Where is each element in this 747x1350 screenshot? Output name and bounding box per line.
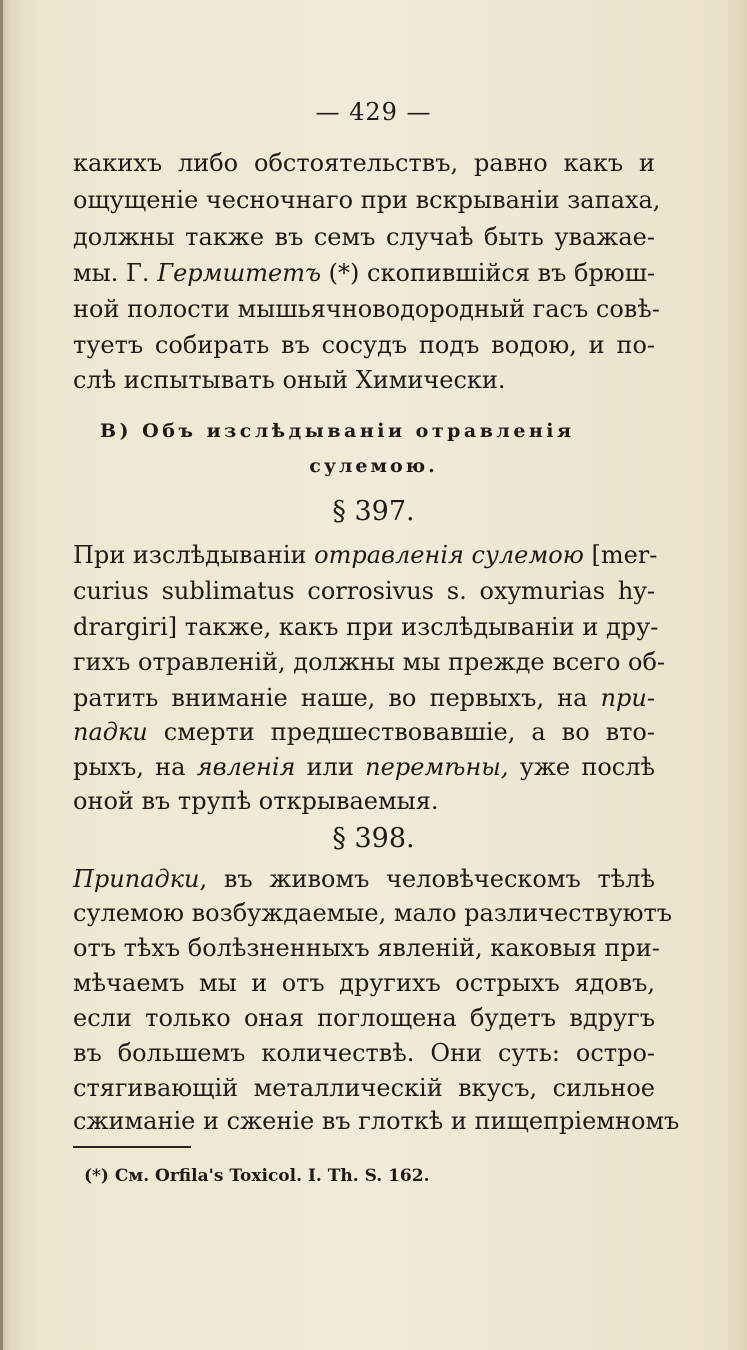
section-number-397: § 397. — [332, 496, 415, 527]
footnote-divider — [73, 1146, 191, 1148]
text-segment: [mer- — [591, 541, 658, 569]
text-line: туетъ собирать въ сосудъ подъ водою, и по- — [73, 331, 655, 359]
text-line: ощущеніе чесночнаго при вскрываніи запаха, — [73, 186, 661, 214]
text-line: отъ тѣхъ болѣзненныхъ явленій, каковыя при- — [73, 934, 660, 962]
text-line: если только оная поглощена будетъ вдругъ — [73, 1004, 655, 1032]
text-line: гихъ отравленій, должны мы прежде всего об- — [73, 648, 666, 676]
italic-term: явленія — [196, 753, 296, 781]
text-line — [73, 717, 655, 747]
text-line: ной полости мышьячноводородный гасъ совѣ- — [73, 295, 660, 323]
text-line: стягивающій металлическій вкусъ, сильное — [73, 1074, 655, 1102]
text-segment: ратить вниманіе наше, во первыхъ, на — [73, 684, 588, 712]
text-line — [73, 258, 655, 288]
text-segment: , въ живомъ человѣческомъ тѣлѣ — [199, 865, 655, 893]
text-line: въ большемъ количествѣ. Они суть: остро- — [73, 1039, 655, 1067]
text-line: оной въ трупѣ открываемыя. — [73, 787, 439, 815]
italic-term: Припадки — [73, 865, 200, 893]
text-segment: При изслѣдываніи — [73, 541, 307, 569]
text-line: слѣ испытывать оный Химически. — [73, 366, 506, 394]
text-line — [73, 864, 655, 894]
footnote: (*) См. Orfila's Toxicol. I. Th. S. 162. — [84, 1166, 430, 1186]
section-heading-cont: сулемою. — [309, 455, 438, 477]
italic-term: падки — [73, 718, 148, 746]
text-segment: смерти предшествовавшіе, а во вто- — [163, 718, 655, 746]
text-segment: рыхъ, на — [73, 753, 186, 781]
text-segment: (*) скопившійся въ брюш- — [328, 259, 656, 287]
section-number-398: § 398. — [332, 823, 415, 854]
text-segment: мы. Г. — [73, 259, 150, 287]
text-line: curius sublimatus corrosivus s. oxymurias hy- — [73, 577, 655, 605]
text-line: мѣчаемъ мы и отъ другихъ острыхъ ядовъ, — [73, 969, 655, 997]
page-gutter — [0, 0, 3, 1350]
text-line — [73, 752, 655, 782]
text-line: сулемою возбуждаемые, мало различествуютъ — [73, 899, 673, 927]
text-line — [73, 683, 655, 713]
text-line: какихъ либо обстоятельствъ, равно какъ и — [73, 149, 655, 177]
section-heading: В) Объ изслѣдываніи отравленія — [100, 420, 575, 442]
italic-term: перемѣны, — [365, 753, 509, 781]
text-line — [73, 540, 658, 570]
text-line: drargiri] также, какъ при изслѣдываніи и дру- — [73, 613, 659, 641]
italic-term: при- — [600, 684, 655, 712]
text-line: сжиманіе и сженіе въ глоткѣ и пищепріемномъ — [73, 1107, 680, 1135]
text-line: должны также въ семъ случаѣ быть уважае- — [73, 223, 655, 251]
italic-term: отравленія сулемою — [314, 541, 584, 569]
author-name: Гермштетъ — [157, 259, 321, 287]
text-segment: или — [306, 753, 354, 781]
text-segment: уже послѣ — [519, 753, 655, 781]
page-number: — 429 — — [315, 98, 432, 126]
